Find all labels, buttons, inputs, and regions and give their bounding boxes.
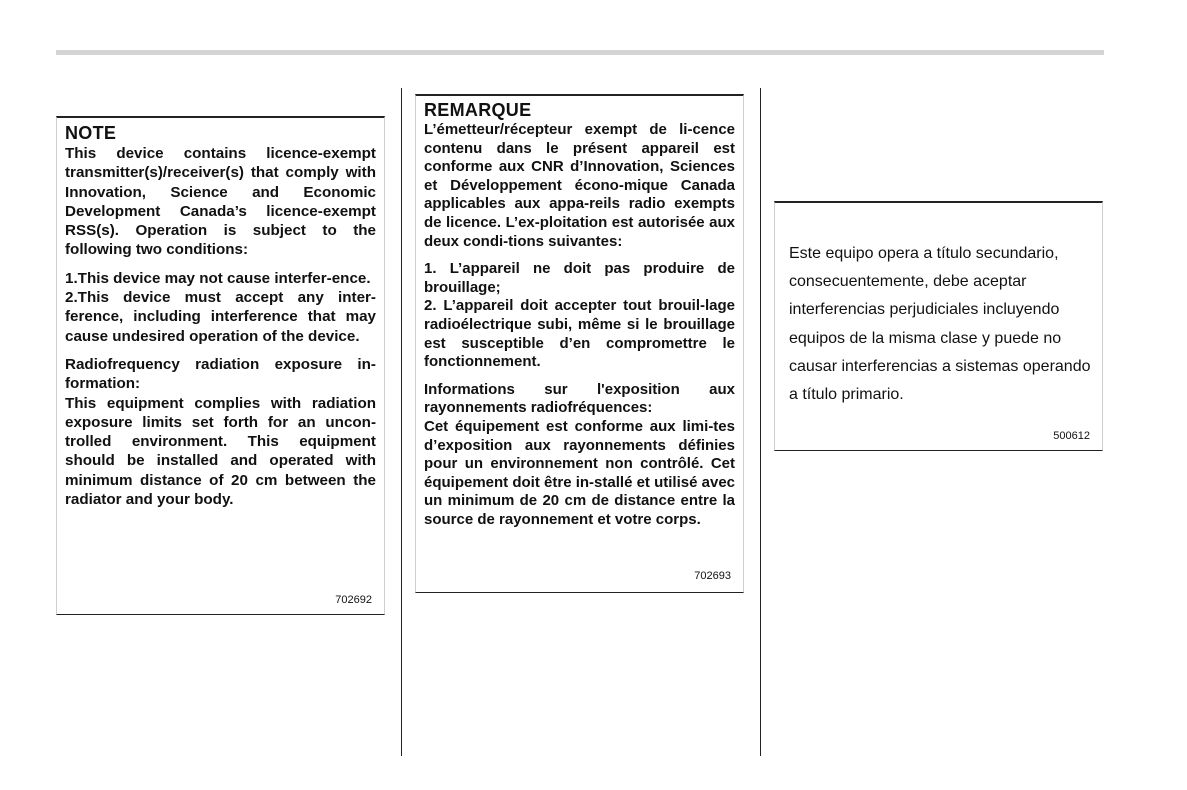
remarque-condition-2: 2. L’appareil doit accepter tout brouil-lage radioélectrique subi, même si le brouillage est susceptible d’en compromettre le fonctionnement. xyxy=(424,297,735,371)
remarque-rf-heading: Informations sur l'exposition aux rayonnements radiofréquences: xyxy=(424,380,735,417)
column-divider-right xyxy=(760,88,761,756)
note-condition-1: 1.This device may not cause interfer-ence. xyxy=(65,269,371,287)
note-box-english xyxy=(56,116,385,615)
remarque-intro: L’émetteur/récepteur exempt de li-cence contenu dans le présent appareil est conforme aux CNR d’Innovation, Sciences et Développement écono-mique Canada applicables aux appa-reils radio exempts de licence. L’ex-ploitation est autorisée aux deux condi-tions suivantes: xyxy=(424,121,735,250)
remarque-condition-1: 1. L’appareil ne doit pas produire de brouillage; xyxy=(424,260,735,296)
spanish-text: Este equipo opera a título secundario, consecuentemente, debe aceptar interferencias perjudiciales incluyendo equipos de la misma clase y puede no causar interferencias a sistemas operando a título primario. xyxy=(789,245,1091,404)
spanish-figure-code: 500612 xyxy=(1053,430,1090,442)
note-box-french xyxy=(415,94,744,593)
note-title: NOTE xyxy=(65,123,117,143)
remarque-title: REMARQUE xyxy=(424,100,532,120)
note-box-spanish xyxy=(774,201,1103,451)
note-condition-2: 2.This device must accept any inter-ference, including interference that may cause undesired operation of the device. xyxy=(65,289,376,345)
note-rf-heading: Radiofrequency radiation exposure in-formation: xyxy=(65,355,376,393)
note-intro: This device contains licence-exempt transmitter(s)/receiver(s) that comply with Innovation, Science and Economic Development Canada’s licence-exempt RSS(s). Operation is subject to the following two conditions: xyxy=(65,145,376,259)
note-rf-text: This equipment complies with radiation exposure limits set forth for an uncon-trolled environment. This equipment should be installed and operated with minimum distance of 20 cm between the radiator and your body. xyxy=(65,394,376,509)
note-figure-code: 702692 xyxy=(335,594,372,606)
remarque-figure-code: 702693 xyxy=(694,570,731,582)
header-rule xyxy=(56,50,1104,55)
column-divider-left xyxy=(401,88,402,756)
remarque-rf-text: Cet équipement est conforme aux limi-tes d’exposition aux rayonnements définies pour un environnement non contrôlé. Cet équipement doit être in-stallé et utilisé avec un minimum de 20 cm de distance entre la source de rayonnement et votre corps. xyxy=(424,417,735,528)
